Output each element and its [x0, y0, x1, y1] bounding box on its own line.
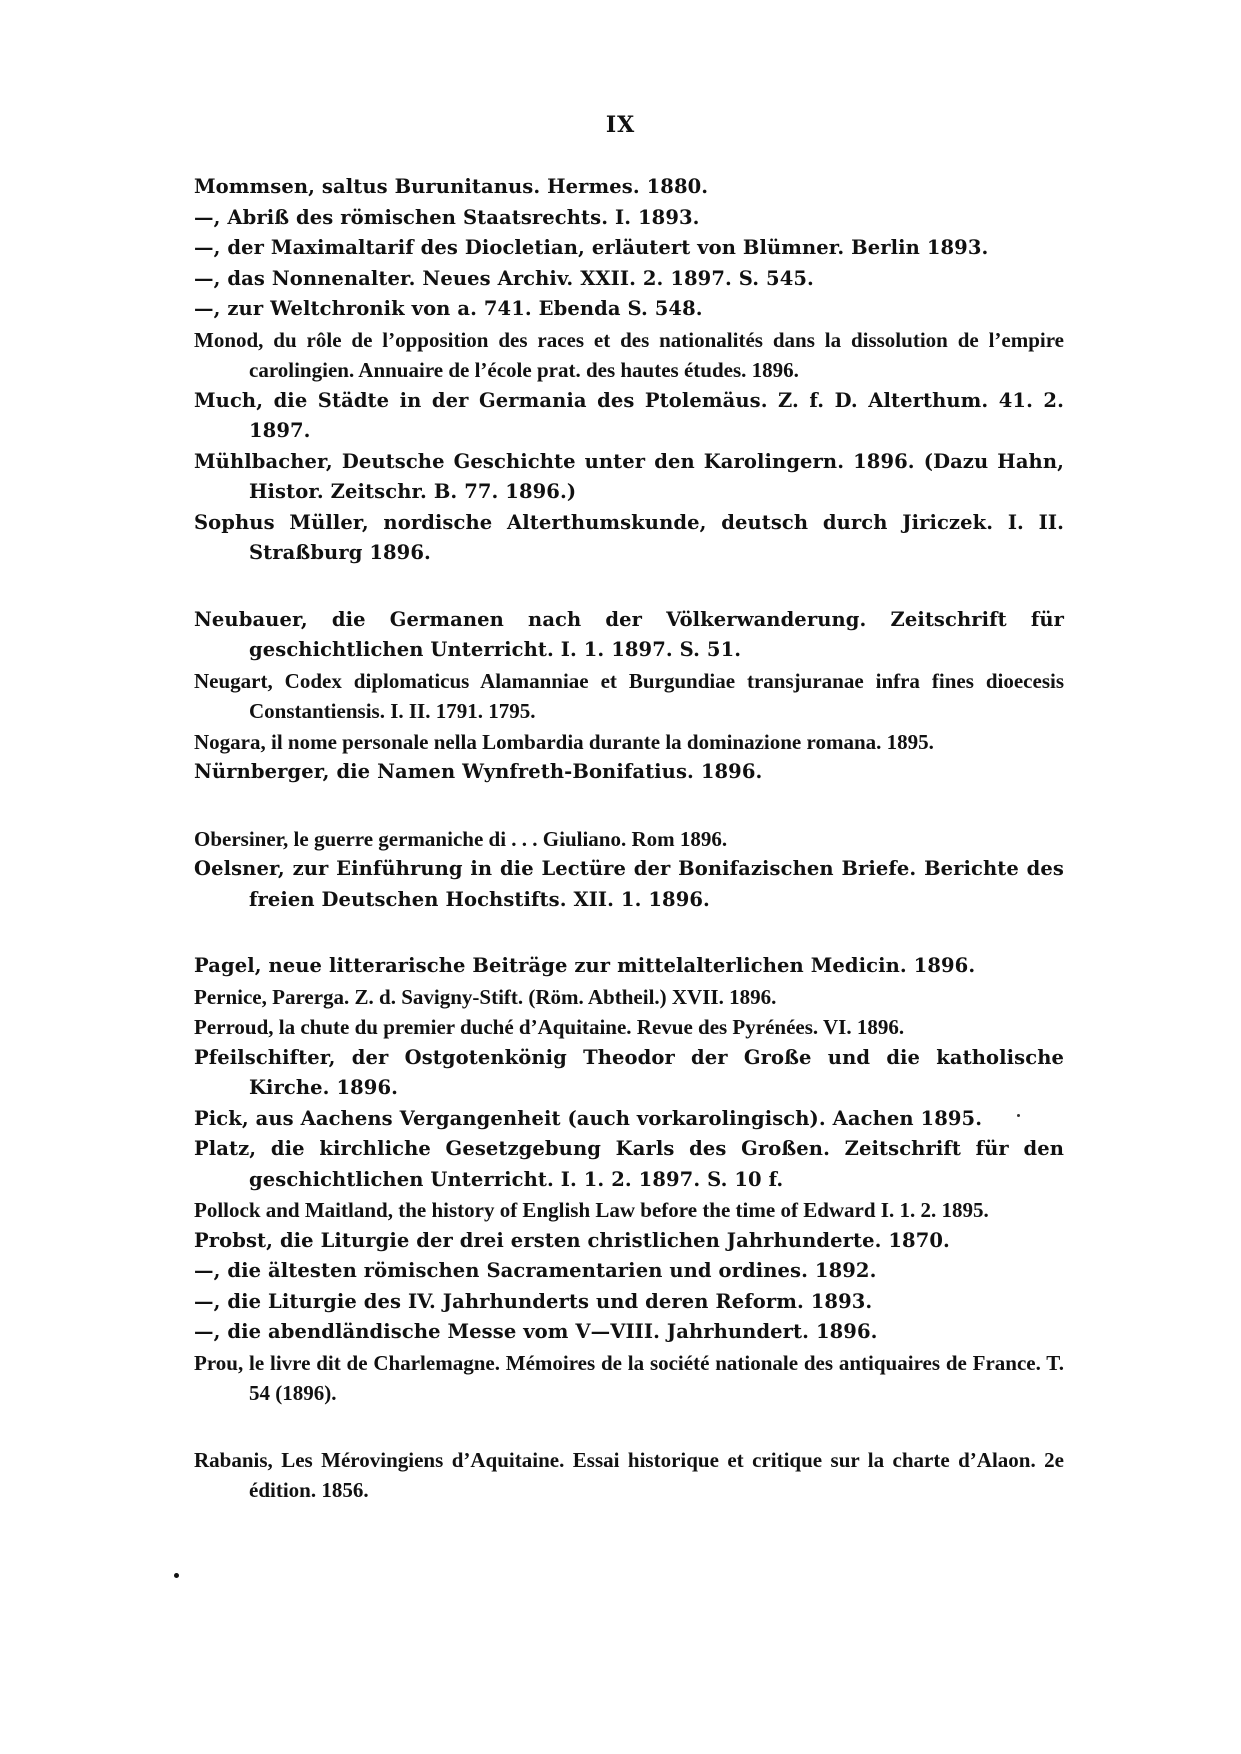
- bibliography-entry: —, Abriß des römischen Staatsrechts. I. 1893.: [194, 205, 700, 229]
- bibliography-entry: Pollock and Maitland, the history of English Law before the time of Edward I. 1. 2. 1895.: [194, 1198, 989, 1222]
- bibliography-entry: Nürnberger, die Namen Wynfreth-Bonifatius. 1896.: [194, 760, 763, 783]
- bibliography-entry: —, zur Weltchronik von a. 741. Ebenda S. 548.: [194, 297, 703, 320]
- bibliography-entry: —, die Liturgie des IV. Jahrhunderts und deren Reform. 1893.: [194, 1289, 873, 1313]
- bibliography-entry: Perroud, la chute du premier duché d’Aquitaine. Revue des Pyrénées. VI. 1896.: [194, 1015, 905, 1039]
- bibliography-group-o: [194, 824, 1064, 916]
- bibliography-entry: Neubauer, die Germanen nach der Völkerwanderung. Zeitschrift für geschichtlichen Unterricht. I. 1. 1897. S. 51.: [194, 607, 1064, 661]
- bibliography-entry: —, das Nonnenalter. Neues Archiv. XXII. 2. 1897. S. 545.: [194, 266, 814, 290]
- bibliography-entry: Prou, le livre dit de Charlemagne. Mémoires de la société nationale des antiquaires de France. T. 54 (1896).: [194, 1350, 1064, 1405]
- bibliography-entry: Mommsen, saltus Burunitanus. Hermes. 1880.: [194, 175, 709, 198]
- bibliography-entry: Obersiner, le guerre germaniche di . . . Giuliano. Rom 1896.: [194, 826, 728, 851]
- bibliography-entry: —, die ältesten römischen Sacramentarien und ordines. 1892.: [194, 1259, 877, 1282]
- bibliography-entry: Pagel, neue litterarische Beiträge zur mittelalterlichen Medicin. 1896.: [194, 954, 976, 977]
- bibliography-entry: Mühlbacher, Deutsche Geschichte unter den Karolingern. 1896. (Dazu Hahn, Histor. Zeitschr. B. 77. 1896.): [194, 449, 1064, 503]
- bibliography-entry: Much, die Städte in der Germania des Ptolemäus. Z. f. D. Alterthum. 41. 2. 1897.: [194, 388, 1064, 442]
- bibliography-entry: Sophus Müller, nordische Alterthumskunde, deutsch durch Jiriczek. I. II. Straßburg 1896.: [194, 510, 1064, 564]
- page-number: IX: [605, 112, 636, 138]
- bibliography-group-r: [194, 1445, 1064, 1506]
- bibliography-entry: Nogara, il nome personale nella Lombardia durante la dominazione romana. 1895.: [194, 729, 934, 754]
- bibliography-entry: Pfeilschifter, der Ostgotenkönig Theodor der Große und die katholische Kirche. 1896.: [194, 1045, 1064, 1099]
- bibliography-group-m: [194, 172, 1064, 569]
- bibliography-entry: Rabanis, Les Mérovingiens d’Aquitaine. Essai historique et critique sur la charte d’Alaon. 2e édition. 1856.: [194, 1447, 1064, 1502]
- bibliography-entry: Platz, die kirchliche Gesetzgebung Karls des Großen. Zeitschrift für den geschichtlichen Unterricht. I. 1. 2. 1897. S. 10 f.: [194, 1137, 1064, 1191]
- bibliography-group-p: [194, 951, 1064, 1409]
- bibliography-entry: Probst, die Liturgie der drei ersten christlichen Jahrhunderte. 1870.: [194, 1228, 950, 1252]
- ink-speck-mark: [1017, 1114, 1020, 1117]
- ink-dot-mark: [174, 1573, 179, 1578]
- bibliography-list: [194, 172, 1064, 1506]
- bibliography-entry: Oelsner, zur Einführung in die Lectüre der Bonifazischen Briefe. Berichte des freien Deutschen Hochstifts. XII. 1. 1896.: [194, 857, 1064, 911]
- bibliography-entry: Pick, aus Aachens Vergangenheit (auch vorkarolingisch). Aachen 1895.: [194, 1106, 983, 1130]
- bibliography-group-n: [194, 605, 1064, 788]
- bibliography-entry: Pernice, Parerga. Z. d. Savigny-Stift. (Röm. Abtheil.) XVII. 1896.: [194, 984, 777, 1009]
- bibliography-entry: Neugart, Codex diplomaticus Alamanniae et Burgundiae transjuranae infra fines dioecesis Constantiensis. I. II. 1791. 1795.: [194, 668, 1064, 723]
- bibliography-entry: —, die abendländische Messe vom V—VIII. Jahrhundert. 1896.: [194, 1320, 878, 1343]
- bibliography-entry: —, der Maximaltarif des Diocletian, erläutert von Blümner. Berlin 1893.: [194, 236, 989, 259]
- bibliography-entry: Monod, du rôle de l’opposition des races et des nationalités dans la dissolution de l’empire carolingien. Annuaire de l’école prat. des hautes études. 1896.: [194, 327, 1064, 382]
